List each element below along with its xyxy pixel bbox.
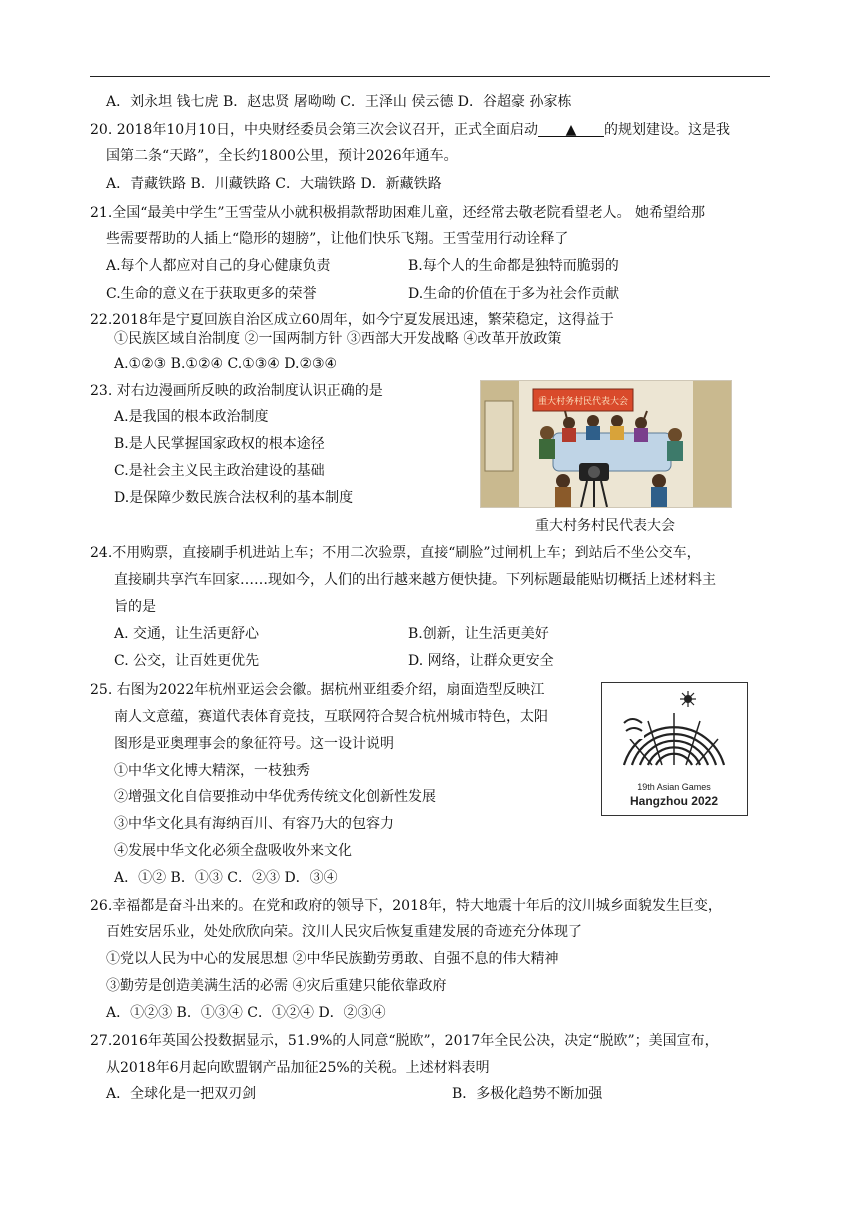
q23-option-b: B.是人民掌握国家政权的根本途径 xyxy=(114,436,325,452)
q21-stem-line1: 21.全国“最美中学生”王雪莹从小就积极捐款帮助困难儿童，还经常去敬老院看望老人。 她希望给那 xyxy=(90,205,706,221)
header-rule xyxy=(90,76,770,77)
q22-options: A.①②③ B.①②④ C.①③④ D.②③④ xyxy=(114,356,338,372)
q26-stem-line2: 百姓安居乐业，处处欣欣向荣。汶川人民灾后恢复重建发展的奇迹充分体现了 xyxy=(106,924,582,940)
q20-stem-line2: 国第二条“天路”，全长约1800公里，预计2026年通车。 xyxy=(106,148,458,164)
q27-option-b: B．多极化趋势不断加强 xyxy=(452,1086,603,1102)
q25-stem-line1: 25. 右图为2022年杭州亚运会会徽。据杭州亚组委介绍，扇面造型反映江 xyxy=(90,682,545,698)
q25-item-3: ③中华文化具有海纳百川、有容乃大的包容力 xyxy=(114,816,394,832)
q23-option-d: D.是保障少数民族合法权利的基本制度 xyxy=(114,490,354,506)
sun-icon xyxy=(680,691,696,707)
q27-option-a: A．全球化是一把双刃剑 xyxy=(106,1086,257,1102)
q23-option-a: A.是我国的根本政治制度 xyxy=(114,409,269,425)
q24-stem-line2: 直接刷共享汽车回家……现如今，人们的出行越来越方便快捷。下列标题最能贴切概括上述材料主 xyxy=(114,572,716,588)
answer-blank: ▲ xyxy=(538,120,604,137)
q20-stem-text: 20. 2018年10月10日，中央财经委员会第三次会议召开，正式全面启动 xyxy=(90,122,538,138)
q25-item-2: ②增强文化自信要推动中华优秀传统文化创新性发展 xyxy=(114,789,436,805)
q27-stem-line1: 27.2016年英国公投数据显示，51.9%的人同意“脱欧”，2017年全民公决，决定“脱欧”；美国宣布， xyxy=(90,1033,719,1049)
q19-options: A．刘永坦 钱七虎 B．赵忠贤 屠呦呦 C．王泽山 侯云德 D．谷超豪 孙家栋 xyxy=(106,94,572,110)
q24-option-d: D. 网络，让群众更安全 xyxy=(408,653,554,669)
q27-stem-line2: 从2018年6月起向欧盟钢产品加征25%的关税。上述材料表明 xyxy=(106,1060,490,1076)
q26-items-1-2: ①党以人民为中心的发展思想 ②中华民族勤劳勇敢、自强不息的伟大精神 xyxy=(106,951,559,967)
q24-option-c: C. 公交，让百姓更优先 xyxy=(114,653,260,669)
q20-stem-line1 xyxy=(90,120,730,140)
banner-text: 重大村务村民代表大会 xyxy=(537,397,629,407)
q24-option-a: A. 交通，让生活更舒心 xyxy=(114,626,260,642)
q21-option-d: D.生命的价值在于多为社会作贡献 xyxy=(408,286,620,302)
q25-stem-line2: 南人文意蕴，赛道代表体育竞技，互联网符合契合杭州城市特色，太阳 xyxy=(114,709,548,725)
q25-options: A．①② B．①③ C．②③ D．③④ xyxy=(114,870,338,886)
q24-stem-line3: 旨的是 xyxy=(114,599,156,615)
q26-items-3-4: ③勤劳是创造美满生活的必需 ④灾后重建只能依靠政府 xyxy=(106,978,447,994)
emblem-line1: 19th Asian Games xyxy=(637,782,711,792)
q21-option-b: B.每个人的生命都是独特而脆弱的 xyxy=(408,258,619,274)
village-meeting-cartoon xyxy=(480,380,732,508)
emblem-graphic xyxy=(602,683,747,815)
q23-option-c: C.是社会主义民主政治建设的基础 xyxy=(114,463,325,479)
q23-stem: 23. 对右边漫画所反映的政治制度认识正确的是 xyxy=(90,383,383,399)
q25-item-1: ①中华文化博大精深，一枝独秀 xyxy=(114,763,310,779)
q26-stem-line1: 26.幸福都是奋斗出来的。在党和政府的领导下，2018年，特大地震十年后的汶川城乡面貌发生巨变， xyxy=(90,898,722,914)
q24-option-b: B.创新，让生活更美好 xyxy=(408,626,549,642)
q21-stem-line2: 些需要帮助的人插上“隐形的翅膀”，让他们快乐飞翔。王雪莹用行动诠释了 xyxy=(106,231,569,247)
q21-option-a: A.每个人都应对自己的身心健康负责 xyxy=(106,258,331,274)
q22-stem: 22.2018年是宁夏回族自治区成立60周年，如今宁夏发展迅速，繁荣稳定，这得益于 xyxy=(90,312,614,328)
q21-option-c: C.生命的意义在于获取更多的荣誉 xyxy=(106,286,317,302)
q25-item-4: ④发展中华文化必须全盘吸收外来文化 xyxy=(114,843,352,859)
q24-stem-line1: 24.不用购票，直接刷手机进站上车；不用二次验票，直接“刷脸”过闸机上车；到站后不坐公交车， xyxy=(90,545,701,561)
q20-stem-text-end: 的规划建设。这是我 xyxy=(603,122,730,138)
cartoon-caption: 重大村务村民代表大会 xyxy=(535,518,675,534)
q25-stem-line3: 图形是亚奥理事会的象征符号。这一设计说明 xyxy=(114,736,394,752)
emblem-line2: Hangzhou 2022 xyxy=(629,794,719,808)
q26-options: A．①②③ B．①③④ C．①②④ D．②③④ xyxy=(106,1005,386,1021)
q22-items: ①民族区域自治制度 ②一国两制方针 ③西部大开发战略 ④改革开放政策 xyxy=(114,331,562,347)
q20-options: A．青藏铁路 B．川藏铁路 C．大瑞铁路 D．新藏铁路 xyxy=(106,176,442,192)
cartoon-illustration xyxy=(481,381,731,507)
asian-games-emblem xyxy=(601,682,748,816)
